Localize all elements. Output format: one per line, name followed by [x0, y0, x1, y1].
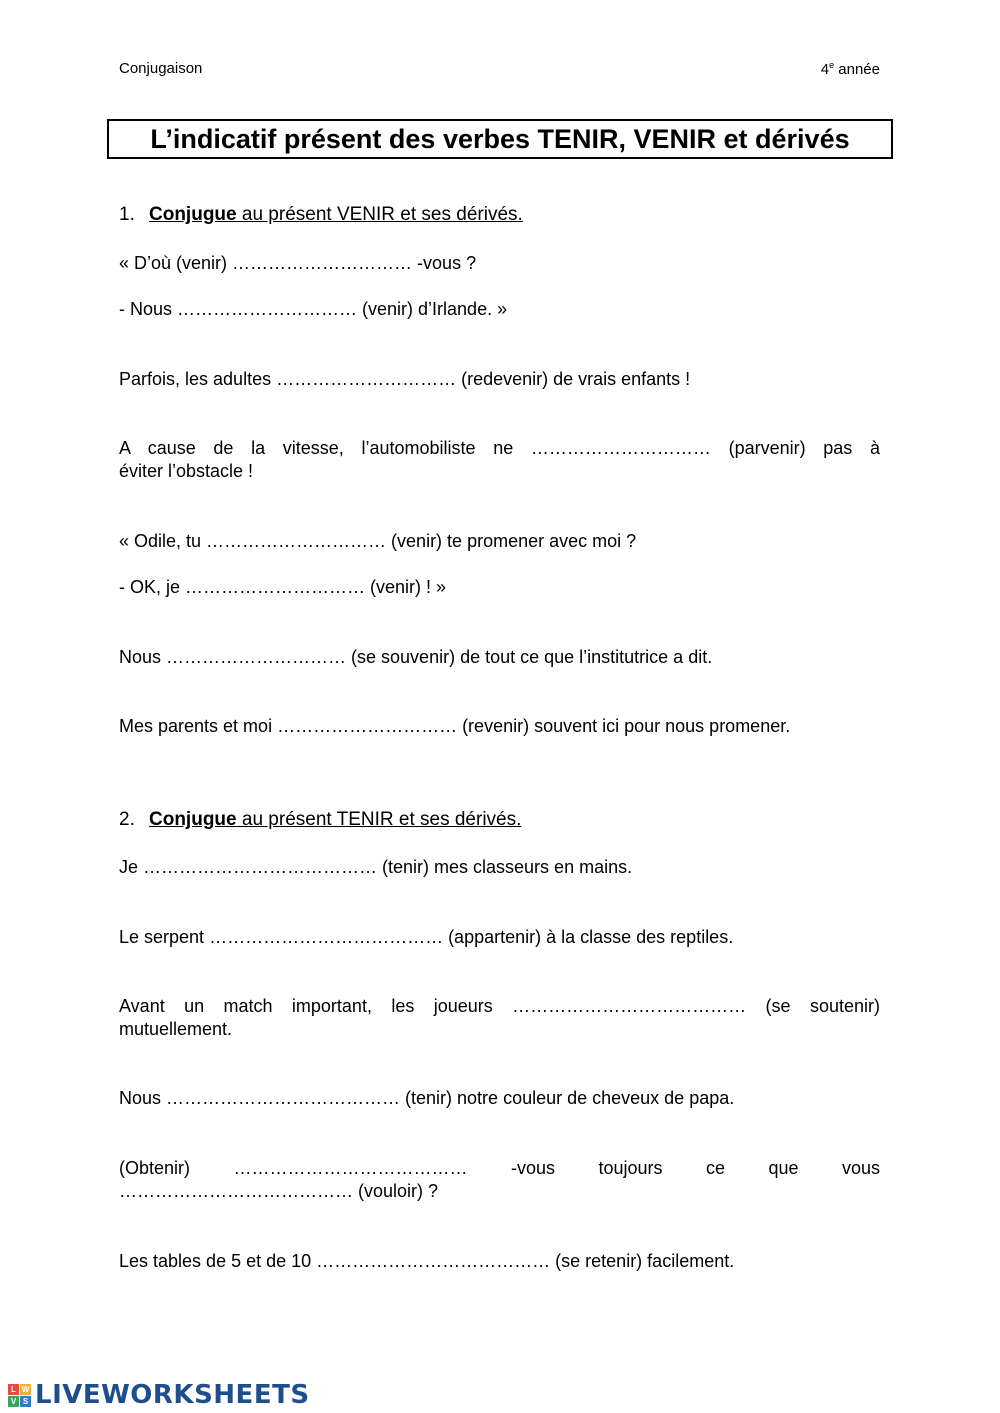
logo-cell: W	[21, 1384, 30, 1394]
line-text: (tenir) notre couleur de cheveux de papa.	[400, 1088, 735, 1108]
line-text: (venir) ! »	[365, 577, 447, 597]
answer-blank[interactable]: …………………………………	[143, 857, 378, 877]
exercise-line-cont: éviter l’obstacle !	[119, 461, 254, 481]
exercise-line	[119, 530, 880, 553]
grade-word: année	[838, 61, 880, 78]
line-text: Mes parents et moi	[119, 716, 278, 736]
line-text: (tenir) mes classeurs en mains.	[377, 857, 633, 877]
line-text: « D’où (venir)	[119, 253, 233, 273]
line-text: (revenir) souvent ici pour nous promener.	[457, 716, 791, 736]
line-text: Les tables de 5 et de 10	[119, 1251, 317, 1271]
exercise-line-cont: mutuellement.	[119, 1019, 233, 1039]
exercise-line	[119, 368, 880, 391]
exercise-line	[119, 576, 880, 599]
line-text: « Odile, tu	[119, 531, 207, 551]
page-title: L’indicatif présent des verbes TENIR, VENIR et dérivés	[107, 119, 893, 159]
answer-blank[interactable]: …………………………………	[166, 1088, 401, 1108]
logo-cell: V	[8, 1396, 19, 1407]
exercise-line-cont: ………………………………… (vouloir) ?	[119, 1181, 439, 1201]
exercise-line	[119, 1087, 880, 1110]
line-text: (venir) d’Irlande. »	[357, 299, 508, 319]
line-text: Nous	[119, 1088, 167, 1108]
answer-blank[interactable]: …………………………	[185, 577, 366, 597]
line-text: Parfois, les adultes	[119, 369, 277, 389]
answer-blank[interactable]: …………………………	[276, 369, 457, 389]
exercise-line: Avant un match important, les joueurs ………………………………… (se soutenir)	[119, 996, 880, 1016]
section-2-instruction: au présent TENIR et ses dérivés.	[236, 809, 522, 830]
exercise-line	[119, 252, 880, 275]
exercise-line	[119, 715, 880, 738]
logo-cell: L	[8, 1384, 19, 1395]
line-text: - OK, je	[119, 577, 186, 597]
line-text: Nous	[119, 647, 167, 667]
exercise-line	[119, 646, 880, 669]
section-1-instruction: au présent VENIR et ses dérivés.	[236, 204, 523, 225]
grade-superscript: e	[829, 60, 835, 70]
line-text: -vous ?	[412, 253, 477, 273]
answer-blank[interactable]: …………………………………	[316, 1251, 551, 1271]
line-text: Je	[119, 857, 144, 877]
answer-blank[interactable]: …………………………	[166, 647, 347, 667]
header-grade	[821, 60, 880, 78]
line-text: - Nous	[119, 299, 178, 319]
answer-blank[interactable]: …………………………	[232, 253, 413, 273]
section-2-heading	[119, 809, 521, 831]
answer-blank[interactable]: …………………………………	[209, 927, 444, 947]
logo-text: LIVEWORKSHEETS	[35, 1380, 310, 1410]
logo-cell: S	[20, 1396, 31, 1407]
logo-icon	[8, 1384, 31, 1407]
line-text: (se souvenir) de tout ce que l’institutrice a dit.	[346, 647, 713, 667]
section-1-heading	[119, 204, 523, 226]
exercise-line	[119, 926, 880, 949]
line-text: Le serpent	[119, 927, 210, 947]
line-text: (appartenir) à la classe des reptiles.	[443, 927, 734, 947]
liveworksheets-logo[interactable]	[8, 1380, 310, 1410]
line-text: (se retenir) facilement.	[550, 1251, 735, 1271]
section-2-number: 2.	[119, 809, 135, 830]
answer-blank[interactable]: …………………………	[177, 299, 358, 319]
exercise-line	[119, 298, 880, 321]
section-1-number: 1.	[119, 204, 135, 225]
exercise-line: (Obtenir) ………………………………… -vous toujours ce que vous	[119, 1158, 880, 1178]
section-1-verb: Conjugue	[149, 204, 237, 225]
section-2-verb: Conjugue	[149, 809, 237, 830]
exercise-line	[119, 1250, 880, 1273]
header-subject: Conjugaison	[119, 60, 203, 77]
answer-blank[interactable]: …………………………	[206, 531, 387, 551]
line-text: (redevenir) de vrais enfants !	[456, 369, 691, 389]
grade-number: 4	[820, 61, 830, 78]
line-text: (venir) te promener avec moi ?	[386, 531, 637, 551]
answer-blank[interactable]: …………………………	[277, 716, 458, 736]
exercise-line	[119, 856, 880, 879]
exercise-line: A cause de la vitesse, l’automobiliste ne ………………………… (parvenir) pas à	[119, 438, 880, 458]
